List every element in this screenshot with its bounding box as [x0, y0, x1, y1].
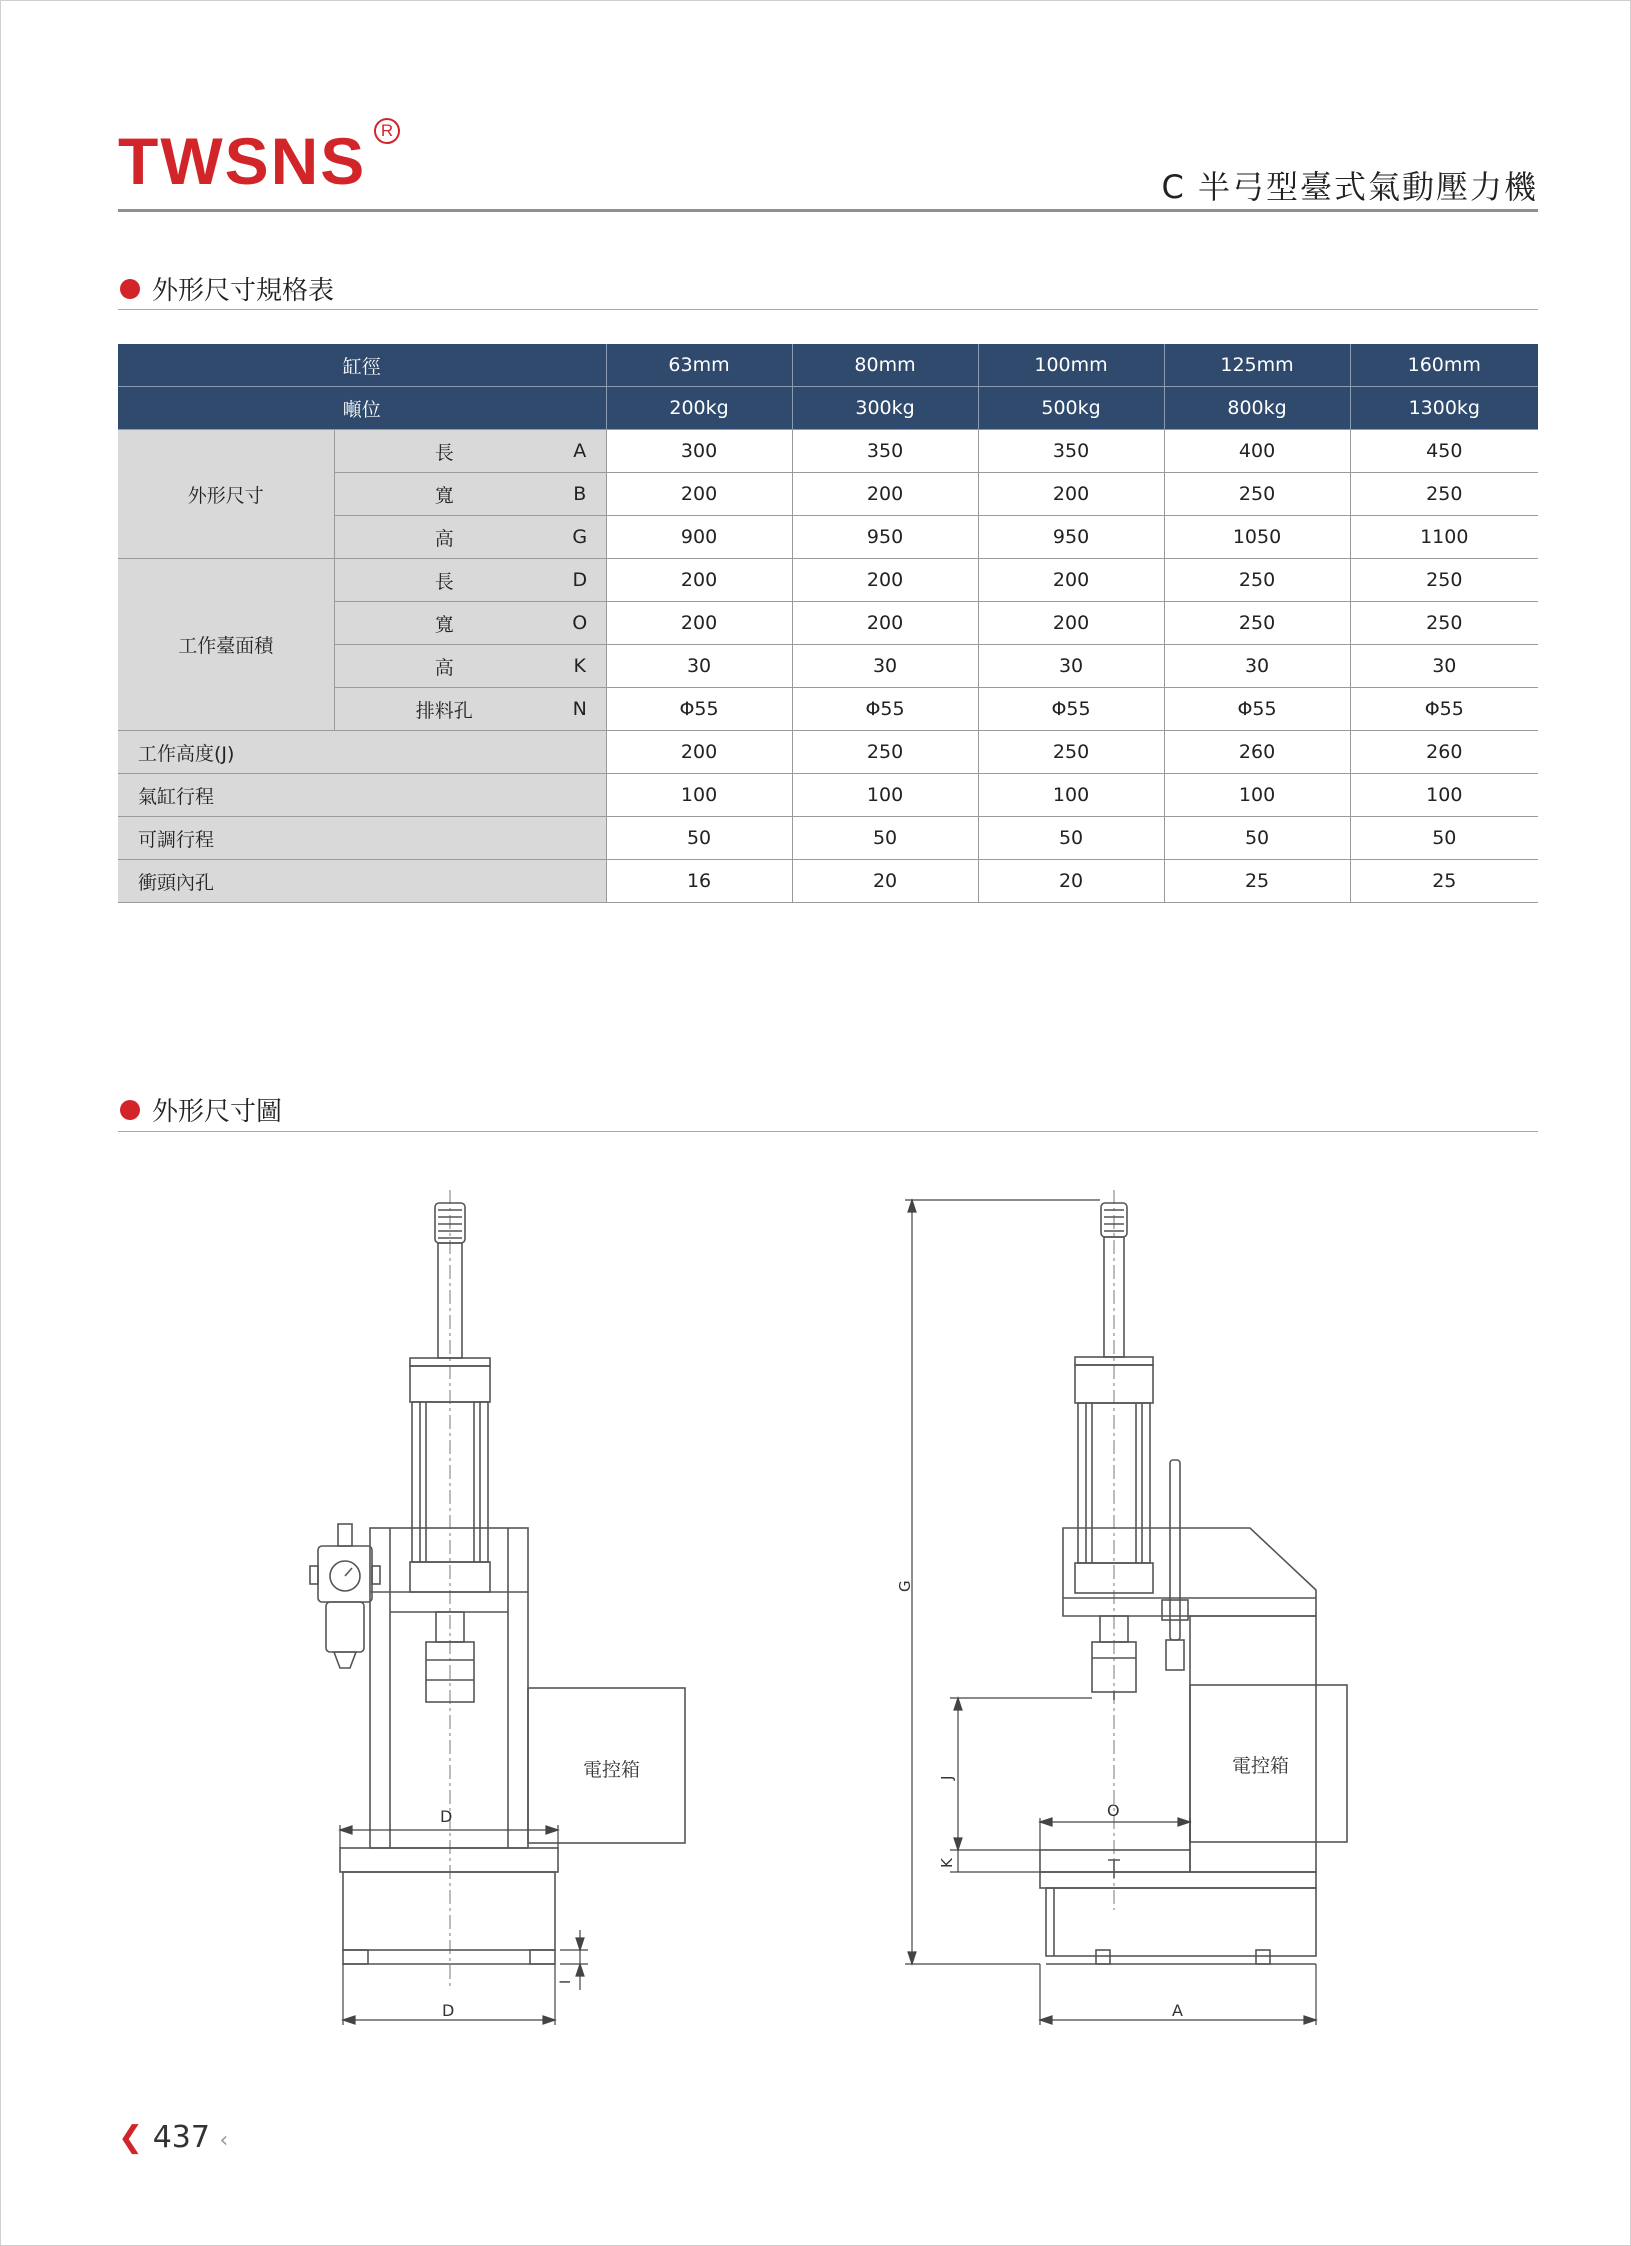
dimension-label-a: A — [1172, 2001, 1183, 2020]
table-cell: 200 — [978, 602, 1164, 645]
row-code: N — [554, 688, 606, 731]
table-cell: 16 — [606, 860, 792, 903]
table-cell: 30 — [978, 645, 1164, 688]
table-cell: 250 — [792, 731, 978, 774]
header-cell: 500kg — [978, 387, 1164, 430]
row-label: 衝頭內孔 — [118, 860, 606, 903]
table-cell: Φ55 — [792, 688, 978, 731]
table-cell: 200 — [792, 602, 978, 645]
dimension-label-g: G — [896, 1580, 914, 1592]
next-page-icon: ‹ — [219, 2128, 229, 2153]
front-view — [310, 1190, 685, 1990]
header-cell: 100mm — [978, 344, 1164, 387]
table-cell: 50 — [1350, 817, 1538, 860]
table-cell: Φ55 — [606, 688, 792, 731]
table-cell: 250 — [1350, 473, 1538, 516]
section-title: 外形尺寸圖 — [152, 1097, 283, 1127]
table-cell: 30 — [792, 645, 978, 688]
dimension-label-i: I — [558, 1979, 574, 1984]
table-cell: 200 — [606, 731, 792, 774]
table-cell: 400 — [1164, 430, 1350, 473]
table-cell: Φ55 — [1164, 688, 1350, 731]
table-cell: 250 — [1164, 602, 1350, 645]
dimension-label-d: D — [442, 2001, 455, 2020]
dimension-o — [1040, 1818, 1190, 1850]
table-cell: 260 — [1350, 731, 1538, 774]
row-label: 排料孔 — [334, 688, 554, 731]
table-cell: 50 — [1164, 817, 1350, 860]
table-cell: 950 — [978, 516, 1164, 559]
row-label: 可調行程 — [118, 817, 606, 860]
table-cell: 100 — [1350, 774, 1538, 817]
table-cell: 250 — [1164, 473, 1350, 516]
table-cell: 200 — [978, 559, 1164, 602]
dimension-j — [950, 1698, 1092, 1850]
table-cell: 30 — [1164, 645, 1350, 688]
control-box-label: 電控箱 — [583, 1759, 641, 1781]
row-label: 高 — [334, 516, 554, 559]
header-cell: 1300kg — [1350, 387, 1538, 430]
table-cell: 1050 — [1164, 516, 1350, 559]
table-cell: 25 — [1164, 860, 1350, 903]
table-cell: 30 — [606, 645, 792, 688]
row-label: 寬 — [334, 602, 554, 645]
table-cell: 100 — [606, 774, 792, 817]
row-code: G — [554, 516, 606, 559]
table-cell: 450 — [1350, 430, 1538, 473]
header-cell: 200kg — [606, 387, 792, 430]
dimension-label-k: K — [938, 1858, 956, 1868]
registered-mark-icon: R — [374, 118, 400, 144]
section-title: 外形尺寸規格表 — [152, 276, 335, 306]
table-cell: 350 — [978, 430, 1164, 473]
header-cell: 125mm — [1164, 344, 1350, 387]
row-code: B — [554, 473, 606, 516]
row-label: 長 — [334, 430, 554, 473]
table-cell: 200 — [606, 473, 792, 516]
table-cell: Φ55 — [1350, 688, 1538, 731]
table-cell: Φ55 — [978, 688, 1164, 731]
table-cell: 50 — [606, 817, 792, 860]
table-cell: 30 — [1350, 645, 1538, 688]
table-cell: 250 — [1350, 559, 1538, 602]
group-label: 工作臺面積 — [118, 559, 334, 731]
table-cell: 200 — [978, 473, 1164, 516]
dimension-label-d: D — [440, 1807, 453, 1826]
table-cell: 900 — [606, 516, 792, 559]
document-title: C 半弓型臺式氣動壓力機 — [1161, 168, 1538, 206]
dimension-label-j: J — [938, 1775, 956, 1780]
table-cell: 1100 — [1350, 516, 1538, 559]
row-code: D — [554, 559, 606, 602]
row-label: 寬 — [334, 473, 554, 516]
header-cell: 80mm — [792, 344, 978, 387]
table-cell: 250 — [1164, 559, 1350, 602]
table-cell: 200 — [606, 602, 792, 645]
table-cell: 20 — [978, 860, 1164, 903]
table-cell: 250 — [1350, 602, 1538, 645]
table-cell: 200 — [792, 473, 978, 516]
table-cell: 350 — [792, 430, 978, 473]
header-cell: 63mm — [606, 344, 792, 387]
row-code: O — [554, 602, 606, 645]
row-code: K — [554, 645, 606, 688]
header-cell: 160mm — [1350, 344, 1538, 387]
table-cell: 50 — [978, 817, 1164, 860]
table-cell: 50 — [792, 817, 978, 860]
header-cell: 300kg — [792, 387, 978, 430]
group-label: 外形尺寸 — [118, 430, 334, 559]
dimension-label-o: O — [1107, 1801, 1120, 1820]
page-number: 437 — [152, 2120, 210, 2155]
row-label: 氣缸行程 — [118, 774, 606, 817]
dimension-d-upper — [340, 1825, 558, 1848]
control-box-label: 電控箱 — [1232, 1755, 1290, 1777]
table-cell: 200 — [792, 559, 978, 602]
table-cell: 950 — [792, 516, 978, 559]
header-label: 缸徑 — [118, 344, 606, 387]
table-cell: 20 — [792, 860, 978, 903]
side-view — [1040, 1190, 1347, 1964]
table-cell: 260 — [1164, 731, 1350, 774]
header-cell: 800kg — [1164, 387, 1350, 430]
table-cell: 100 — [792, 774, 978, 817]
table-cell: 25 — [1350, 860, 1538, 903]
header-label: 噸位 — [118, 387, 606, 430]
table-cell: 250 — [978, 731, 1164, 774]
table-cell: 200 — [606, 559, 792, 602]
table-cell: 100 — [1164, 774, 1350, 817]
row-code: A — [554, 430, 606, 473]
prev-page-icon: ❮ — [118, 2120, 144, 2155]
table-cell: 100 — [978, 774, 1164, 817]
row-label: 工作高度(J) — [118, 731, 606, 774]
table-cell: 300 — [606, 430, 792, 473]
page-number-footer — [118, 2120, 228, 2155]
row-label: 高 — [334, 645, 554, 688]
brand-logo: TWSNS — [118, 124, 367, 198]
dimension-k — [950, 1850, 1040, 1872]
row-label: 長 — [334, 559, 554, 602]
